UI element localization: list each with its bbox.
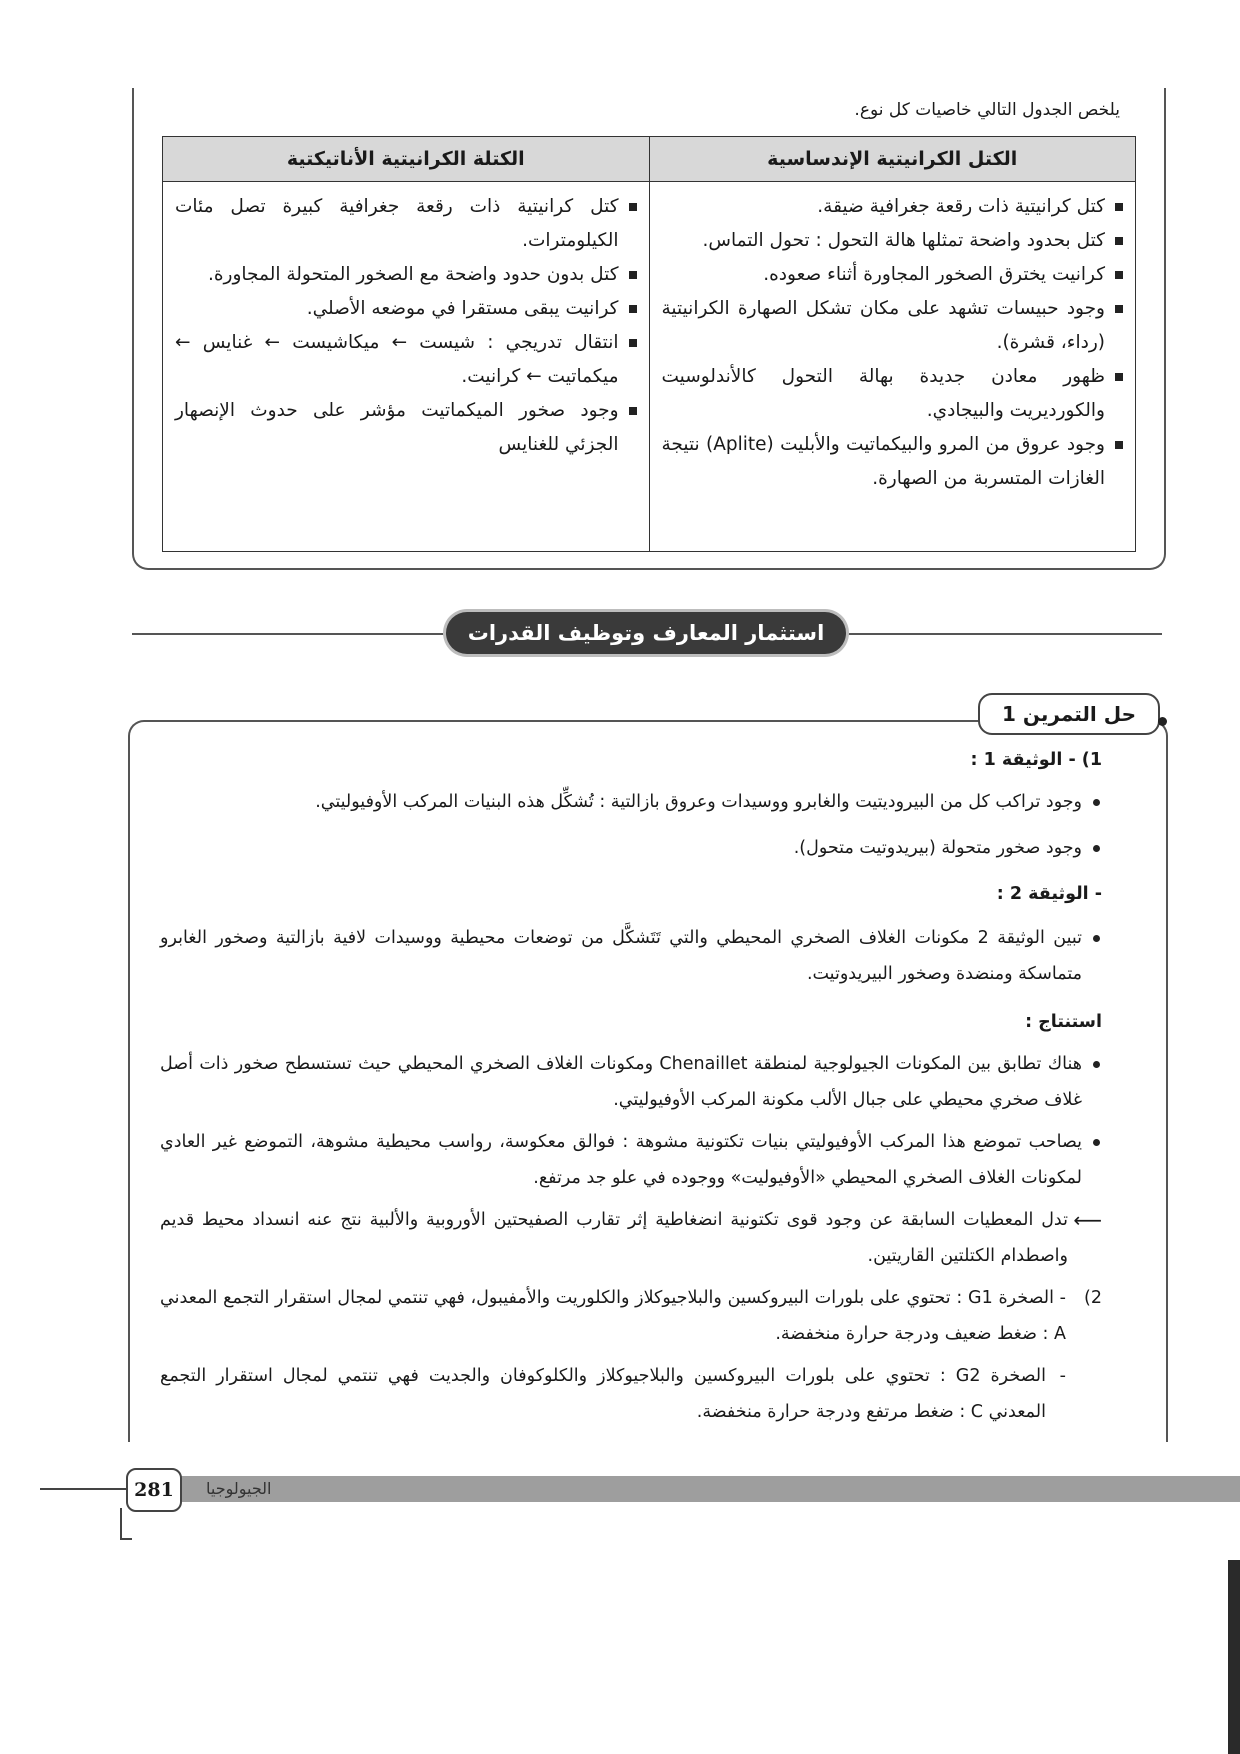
list-item: وجود عروق من المرو والبيكماتيت والأبليت (Aplite) نتيجة الغازات المتسربة من الصهارة.: [662, 428, 1124, 496]
list-item: كتل كرانيتية ذات رقعة جغرافية كبيرة تصل مئات الكيلومترات.: [175, 190, 637, 258]
list-item: كرانيت يبقى مستقرا في موضعه الأصلي.: [175, 292, 637, 326]
list-item: وجود صخور متحولة (بيريدوتيت متحول).: [160, 830, 1102, 866]
q2-g2-item: [160, 1358, 1066, 1430]
list-item: كتل بحدود واضحة تمثلها هالة التحول : تحول التماس.: [662, 224, 1124, 258]
footer-book-title: الجيولوجيا: [206, 1479, 272, 1498]
q2-g1-item: [160, 1280, 1102, 1352]
list-item: وجود حبيسات تشهد على مكان تشكل الصهارة الكرانيتية (رداء، قشرة).: [662, 292, 1124, 360]
scan-edge: [1228, 1560, 1240, 1754]
header-intrusive: الكتل الكرانيتية الإندساسية: [649, 137, 1136, 182]
list-item: كتل كرانيتية ذات رقعة جغرافية ضيقة.: [662, 190, 1124, 224]
bullet-dot-icon: [1158, 717, 1167, 726]
list-item: وجود صخور الميكماتيت مؤشر على حدوث الإنصهار الجزئي للغنايس: [175, 394, 637, 462]
anatectic-column: [163, 182, 650, 552]
list-item: كرانيت يخترق الصخور المجاورة أثناء صعوده.: [662, 258, 1124, 292]
list-item: وجود تراكب كل من البيروديتيت والغابرو ووسيدات وعروق بازالتية : تُشكِّل هذه البنيات المركب الأوفيوليتي.: [160, 784, 1102, 820]
list-item: كتل بدون حدود واضحة مع الصخور المتحولة المجاورة.: [175, 258, 637, 292]
exercise-solution: [160, 742, 1102, 1430]
intro-text: يلخص الجدول التالي خاصيات كل نوع.: [854, 100, 1120, 120]
conclusion-arrow-text: تدل المعطيات السابقة عن وجود قوى تكتونية انضغاطية إثر تقارب الصفيحتين الأوروبية والألبية نتج عنه انسداد محيط قديم واصطدام الكتلتين القاريتين.: [160, 1210, 1068, 1266]
q2-g1-text: - الصخرة G1 : تحتوي على بلورات البيروكسين والبلاجيوكلاز والكلوريت والأمفيبول، فهي تنتمي لمجال استقرار التجمع المعدني A : ضغط ضعيف ودرجة حرارة منخفضة.: [160, 1288, 1066, 1344]
footer-bar: [176, 1476, 1240, 1502]
list-item: تبين الوثيقة 2 مكونات الغلاف الصخري المحيطي والتي تَتَشكَّل من توضعات محيطية ووسيدات لافية بازالتية وصخور الغابرو متماسكة ومنضدة وصخور البيريدوتيت.: [160, 920, 1102, 992]
doc2-heading: - الوثيقة 2 :: [996, 884, 1102, 904]
page-number: 281: [126, 1468, 182, 1512]
header-anatectic: الكتلة الكرانيتية الأناتيكتية: [163, 137, 650, 182]
list-item: يصاحب تموضع هذا المركب الأوفيوليتي بنيات تكتونية مشوهة : فوالق معكوسة، رواسب محيطية مشوهة، التموضع غير العادي لمكونات الغلاف الصخري المحيطي «الأوفيوليت» ووجوده في علو جد مرتفع.: [160, 1124, 1102, 1196]
arrow-left-icon: ⟵: [1073, 1208, 1102, 1232]
exercise-title: حل التمرين 1: [978, 693, 1160, 735]
intrusive-column: [649, 182, 1136, 552]
list-item: هناك تطابق بين المكونات الجيولوجية لمنطقة Chenaillet ومكونات الغلاف الصخري المحيطي حيث تستسطح صخور ذات أصل غلاف صخري محيطي على جبال الألب مكونة المركب الأوفيوليتي.: [160, 1046, 1102, 1118]
list-item: انتقال تدريجي : شيست ← ميكاشيست ← غنايس ← ميكماتيت ← كرانيت.: [175, 326, 637, 394]
doc1-heading: 1) - الوثيقة 1 :: [970, 750, 1102, 770]
q2-number: 2): [1084, 1288, 1102, 1308]
granite-comparison-table: [162, 136, 1136, 552]
list-item: ظهور معادن جديدة بهالة التحول كالأندلوسيت والكورديريت والبيجادي.: [662, 360, 1124, 428]
q2-g2-dash: -: [1059, 1366, 1066, 1386]
conclusion-heading: استنتاج :: [1025, 1012, 1102, 1032]
conclusion-arrow-item: [160, 1202, 1102, 1274]
section-banner: استثمار المعارف وتوظيف القدرات: [446, 612, 846, 654]
q2-g2-text: الصخرة G2 : تحتوي على بلورات البيروكسين والبلاجيوكلاز والكلوكوفان والجديت فهي تنتمي لمجال استقرار التجمع المعدني C : ضغط مرتفع ودرجة حرارة منخفضة.: [160, 1366, 1046, 1422]
corner-hook: [120, 1508, 132, 1540]
